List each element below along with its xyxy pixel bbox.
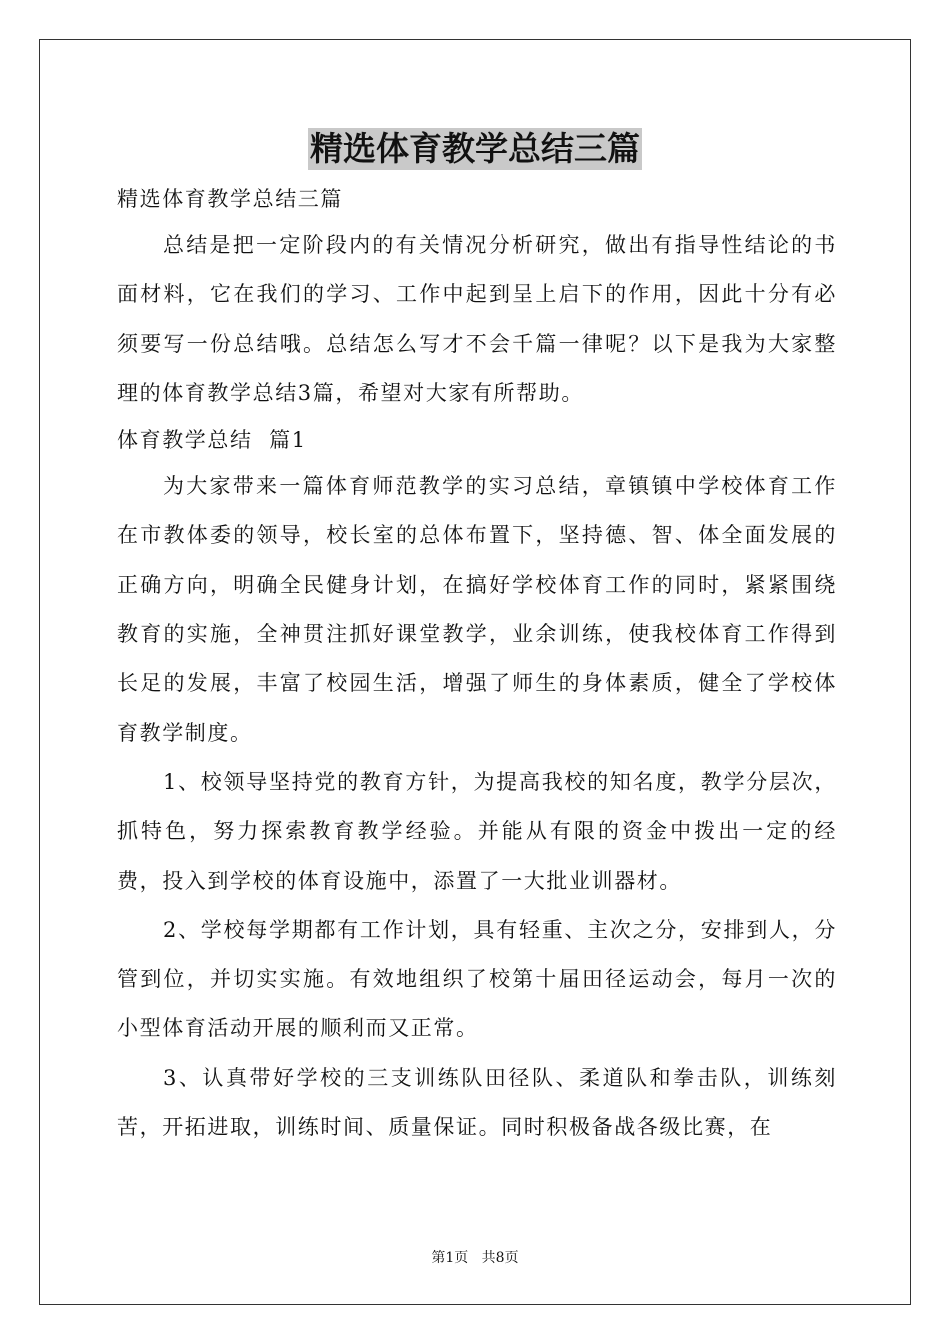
document-title: 精选体育教学总结三篇 xyxy=(310,129,640,168)
document-body xyxy=(117,177,837,1152)
body-paragraph: 3、认真带好学校的三支训练队田径队、柔道队和拳击队，训练刻苦，开拓进取，训练时间、质量保证。同时积极备战各级比赛，在 xyxy=(117,1065,837,1140)
intro-paragraph: 总结是把一定阶段内的有关情况分析研究，做出有指导性结论的书面材料，它在我们的学习、工作中起到呈上启下的作用，因此十分有必须要写一份总结哦。总结怎么写才不会千篇一律呢？以下是我为大家整理的体育教学总结3篇，希望对大家有所帮助。 xyxy=(117,233,837,405)
section-heading: 体育教学总结 篇1 xyxy=(117,428,307,453)
page-total: 共8页 xyxy=(481,1250,519,1266)
title-container xyxy=(0,128,950,170)
page-number: 第1页 xyxy=(431,1250,469,1266)
body-paragraph: 为大家带来一篇体育师范教学的实习总结，章镇镇中学校体育工作在市教体委的领导，校长室的总体布置下，坚持德、智、体全面发展的正确方向，明确全民健身计划，在搞好学校体育工作的同时，紧紧围绕教育的实施，全神贯注抓好课堂教学，业余训练，使我校体育工作得到长足的发展，丰富了校园生活，增强了师生的身体素质，健全了学校体育教学制度。 xyxy=(117,474,837,745)
body-paragraph: 2、学校每学期都有工作计划，具有轻重、主次之分，安排到人，分管到位，并切实实施。有效地组织了校第十届田径运动会，每月一次的小型体育活动开展的顺利而又正常。 xyxy=(117,917,837,1041)
document-subtitle: 精选体育教学总结三篇 xyxy=(117,187,343,211)
page-footer xyxy=(0,1247,950,1267)
body-paragraph: 1、校领导坚持党的教育方针，为提高我校的知名度，教学分层次，抓特色，努力探索教育教学经验。并能从有限的资金中拨出一定的经费，投入到学校的体育设施中，添置了一大批业训器材。 xyxy=(117,769,837,893)
